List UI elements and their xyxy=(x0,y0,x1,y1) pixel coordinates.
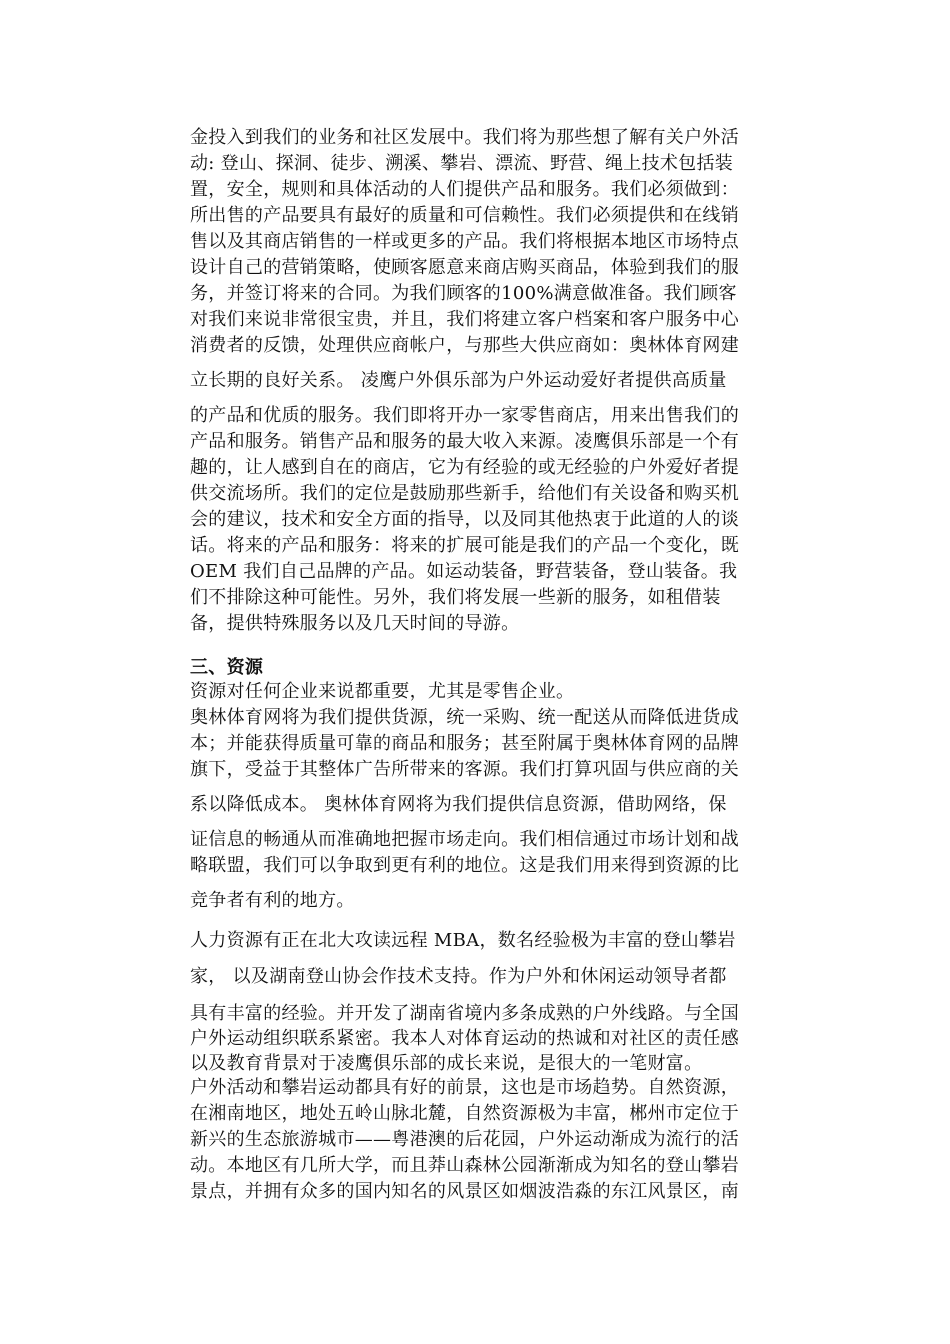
paragraph-line: OEM 我们自己品牌的产品。如运动装备，野营装备，登山装备。我 xyxy=(190,561,738,582)
paragraph-line: 以及教育背景对于凌鹰俱乐部的成长来说，是很大的一笔财富。 xyxy=(190,1053,703,1074)
paragraph-line: 竞争者有利的地方。 xyxy=(190,890,355,911)
paragraph-line: 本；并能获得质量可靠的商品和服务；甚至附属于奥林体育网的品牌 xyxy=(190,733,739,754)
paragraph-line: 售以及其商店销售的一样或更多的产品。我们将根据本地区市场特点 xyxy=(190,231,739,252)
paragraph-line: 立长期的良好关系。 凌鹰户外俱乐部为户外运动爱好者提供高质量 xyxy=(190,370,727,391)
paragraph-line: 趣的，让人感到自在的商店，它为有经验的或无经验的户外爱好者提 xyxy=(190,457,739,478)
paragraph-line: 对我们来说非常很宝贵，并且，我们将建立客户档案和客户服务中心 xyxy=(190,309,739,330)
paragraph-line: 新兴的生态旅游城市——粤港澳的后花园，户外运动渐成为流行的活 xyxy=(190,1129,739,1150)
paragraph-line: 所出售的产品要具有最好的质量和可信赖性。我们必须提供和在线销 xyxy=(190,205,739,226)
paragraph-line: 人力资源有正在北大攻读远程 MBA，数名经验极为丰富的登山攀岩 xyxy=(190,930,736,951)
paragraph-line: 置，安全，规则和具体活动的人们提供产品和服务。我们必须做到： xyxy=(190,179,739,200)
paragraph-line: 们不排除这种可能性。另外，我们将发展一些新的服务，如租借装 xyxy=(190,587,721,608)
section-heading: 三、资源 xyxy=(190,657,264,678)
paragraph-line: 景点，并拥有众多的国内知名的风景区如烟波浩淼的东江风景区，南 xyxy=(190,1181,739,1202)
paragraph-line: 的产品和优质的服务。我们即将开办一家零售商店，用来出售我们的 xyxy=(190,405,739,426)
paragraph-line: 系以降低成本。 奥林体育网将为我们提供信息资源，借助网络，保 xyxy=(190,794,727,815)
paragraph-line: 话。将来的产品和服务：将来的扩展可能是我们的产品一个变化，既 xyxy=(190,535,739,556)
paragraph-line: 户外运动组织联系紧密。我本人对体育运动的热诚和对社区的责任感 xyxy=(190,1028,739,1049)
paragraph-line: 会的建议，技术和安全方面的指导，以及同其他热衷于此道的人的谈 xyxy=(190,509,739,530)
paragraph-line: 证信息的畅通从而准确地把握市场走向。我们相信通过市场计划和战 xyxy=(190,829,739,850)
paragraph-line: 旗下，受益于其整体广告所带来的客源。我们打算巩固与供应商的关 xyxy=(190,759,739,780)
paragraph-line: 金投入到我们的业务和社区发展中。我们将为那些想了解有关户外活 xyxy=(190,127,739,148)
paragraph-line: 奥林体育网将为我们提供货源，统一采购、统一配送从而降低进货成 xyxy=(190,707,739,728)
paragraph-line: 具有丰富的经验。并开发了湖南省境内多条成熟的户外线路。与全国 xyxy=(190,1003,739,1024)
paragraph-line: 家， 以及湖南登山协会作技术支持。作为户外和休闲运动领导者都 xyxy=(190,966,727,987)
paragraph-line: 资源对任何企业来说都重要，尤其是零售企业。 xyxy=(190,681,575,702)
paragraph-line: 户外活动和攀岩运动都具有好的前景，这也是市场趋势。自然资源， xyxy=(190,1077,739,1098)
paragraph-line: 供交流场所。我们的定位是鼓励那些新手，给他们有关设备和购买机 xyxy=(190,483,739,504)
paragraph-line: 备，提供特殊服务以及几天时间的导游。 xyxy=(190,613,520,634)
paragraph-line: 产品和服务。销售产品和服务的最大收入来源。凌鹰俱乐部是一个有 xyxy=(190,431,739,452)
paragraph-line: 略联盟，我们可以争取到更有利的地位。这是我们用来得到资源的比 xyxy=(190,855,739,876)
paragraph-line: 消费者的反馈，处理供应商帐户，与那些大供应商如：奥林体育网建 xyxy=(190,335,739,356)
paragraph-line: 务，并签订将来的合同。为我们顾客的100%满意做准备。我们顾客 xyxy=(190,283,737,304)
paragraph-line: 动: 登山、探洞、徒步、溯溪、攀岩、漂流、野营、绳上技术包括装 xyxy=(190,153,734,174)
paragraph-line: 动。本地区有几所大学，而且莽山森林公园渐渐成为知名的登山攀岩 xyxy=(190,1155,739,1176)
paragraph-line: 设计自己的营销策略，使顾客愿意来商店购买商品，体验到我们的服 xyxy=(190,257,739,278)
paragraph-line: 在湘南地区，地处五岭山脉北麓，自然资源极为丰富，郴州市定位于 xyxy=(190,1103,739,1124)
